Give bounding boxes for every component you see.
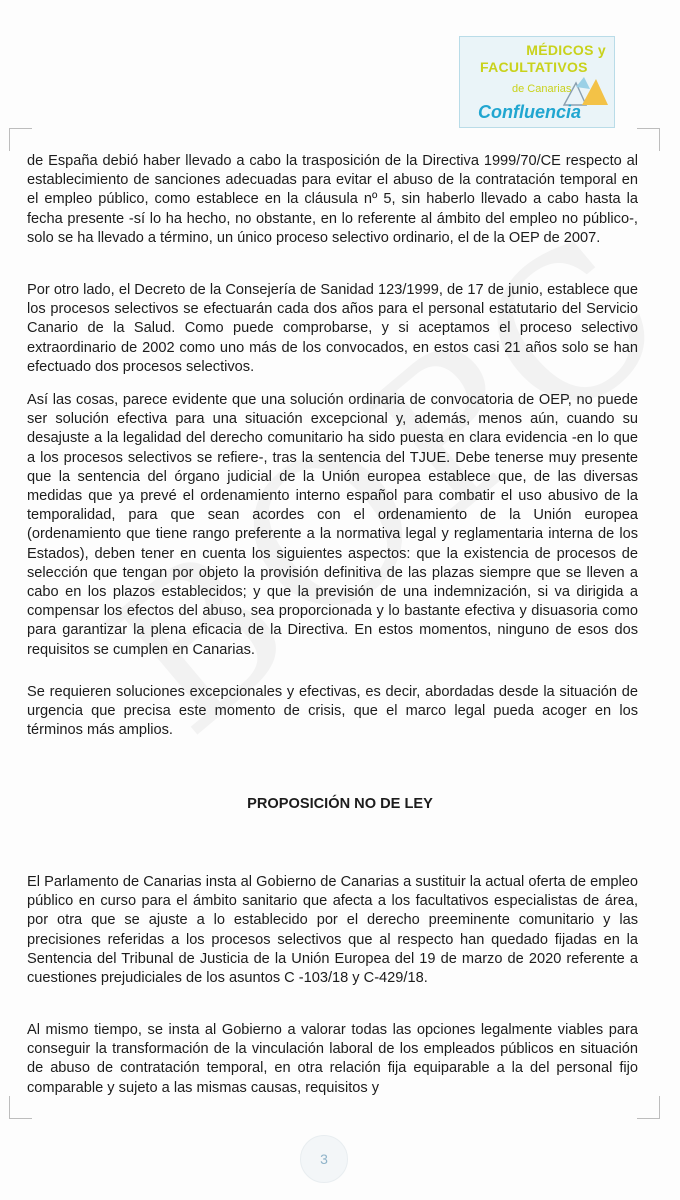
crop-mark-top-left [9, 128, 32, 151]
logo-line-1: MÉDICOS y [526, 42, 606, 58]
logo-line-2: FACULTATIVOS [480, 59, 588, 75]
logo-line-4: Confluencia [478, 102, 582, 122]
proposal-paragraph: Al mismo tiempo, se insta al Gobierno a valorar todas las opciones legalmente viables para conseguir la transformación de la vinculación laboral de los empleados públicos en situación de abuso de contratación temporal, en otra relación fija equiparable a la del personal fijo comparable y sujeto a las mismas causas, requisitos y [27, 1022, 638, 1096]
section-heading: PROPOSICIÓN NO DE LEY [247, 796, 433, 812]
body-paragraph: Se requieren soluciones excepcionales y efectivas, es decir, abordadas desde la situación de urgencia que precisa este momento de crisis, que el marco legal pueda acoger en los términos más amplios. [27, 684, 638, 739]
page-number: 3 [300, 1135, 348, 1183]
body-paragraph: Por otro lado, el Decreto de la Consejería de Sanidad 123/1999, de 17 de junio, establece que los procesos selectivos se efectuarán cada dos años para el personal estatutario del Servicio Canario de la Salud. Como puede comprobarse, y si aceptamos el proceso selectivo extraordinario de 2002 como uno más de los convocados, en estos casi 21 años solo se han efectuado dos procesos selectivos. [27, 282, 638, 375]
body-paragraph: de España debió haber llevado a cabo la trasposición de la Directiva 1999/70/CE respecto al establecimiento de sanciones adecuadas para evitar el abuso de la contratación temporal en el empleo público, como establece en la cláusula nº 5, sin haberlo llevado a cabo hasta la fecha presente -sí lo ha hecho, no obstante, en lo referente al ámbito del empleo no público-, solo se ha llevado a término, un único proceso selectivo ordinario, el de la OEP de 2007. [27, 153, 638, 246]
crop-mark-top-right [637, 128, 660, 151]
body-paragraph: Así las cosas, parece evidente que una solución ordinaria de convocatoria de OEP, no puede ser solución efectiva para una situación excepcional y, además, menos aún, cuando su desajuste a la legalidad del derecho comunitario ha sido puesta en clara evidencia -en lo que a los procesos selectivos se refiere-, tras la sentencia del TJUE. Debe tenerse muy presente que la sentencia del órgano judicial de la Unión europea establece que, de las diversas medidas que ya prevé el ordenamiento interno español para combatir el uso abusivo de la temporalidad, para que sean acordes con el ordenamiento de la Unión europea (ordenamiento que tiene rango preferente a la normativa legal y reglamentaria interna de los Estados), deben tener en cuenta los siguientes aspectos: que la existencia de procesos de selección que tengan por objeto la provisión definitiva de las plazas siempre que se lleven a cabo en los plazos establecidos; y que la previsión de una indemnización, si va dirigida a compensar los efectos del abuso, sea proporcionada y lo bastante efectiva y disuasoria como para garantizar la plena eficacia de la Directiva. En estos momentos, ninguno de esos dos requisitos se cumplen en Canarias. [27, 392, 638, 658]
logo [459, 36, 615, 128]
crop-mark-bottom-left [9, 1096, 32, 1119]
logo-line-3: de Canarias [512, 83, 572, 95]
crop-mark-bottom-right [637, 1096, 660, 1119]
proposal-paragraph: El Parlamento de Canarias insta al Gobierno de Canarias a sustituir la actual oferta de empleo público en curso para el ámbito sanitario que afecta a los facultativos especialistas de área, por otra que se ajuste a lo establecido por el derecho preeminente comunitario y las precisiones referidas a los procesos selectivos que al respecto han quedado fijadas en la Sentencia del Tribunal de Justicia de la Unión Europea del 19 de marzo de 2020 referente a cuestiones prejudiciales de los asuntos C -103/18 y C-429/18. [27, 874, 638, 987]
